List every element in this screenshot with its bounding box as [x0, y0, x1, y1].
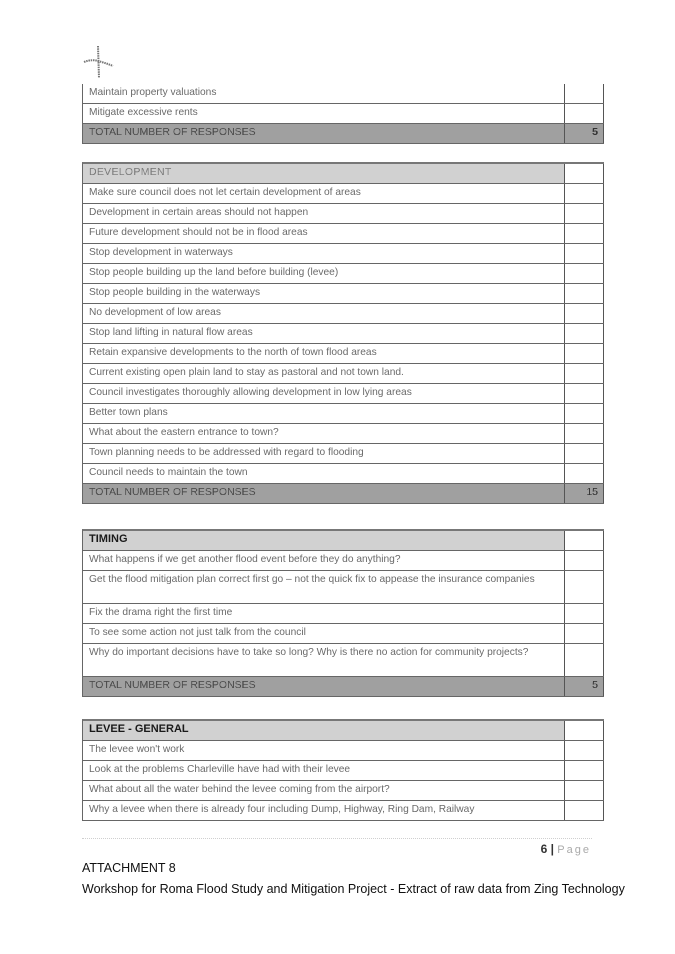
row-text: Get the flood mitigation plan correct first go – not the quick fix to appease the insurance companies — [83, 571, 565, 603]
levee-general-table — [82, 719, 604, 821]
table-row — [83, 344, 604, 364]
row-text: Make sure council does not let certain development of areas — [83, 184, 565, 203]
section-header — [83, 531, 604, 551]
row-text: Why do important decisions have to take so long? Why is there no action for community projects? — [83, 644, 565, 676]
section-header — [83, 164, 604, 184]
table-row — [83, 624, 604, 644]
total-value: 15 — [565, 484, 604, 503]
table-row — [83, 604, 604, 624]
row-text: The levee won't work — [83, 741, 565, 760]
row-text: Development in certain areas should not happen — [83, 204, 565, 223]
timing-table — [82, 529, 604, 697]
section-title: DEVELOPMENT — [83, 164, 565, 183]
row-text: To see some action not just talk from the council — [83, 624, 565, 643]
section-header — [83, 721, 604, 741]
continued-table — [82, 84, 604, 144]
row-text: What about all the water behind the levee coming from the airport? — [83, 781, 565, 800]
total-label: TOTAL NUMBER OF RESPONSES — [83, 484, 565, 503]
row-text: Council investigates thoroughly allowing development in low lying areas — [83, 384, 565, 403]
total-row — [83, 124, 604, 144]
table-row — [83, 801, 604, 821]
crosshair-mark-icon — [82, 44, 114, 80]
table-row — [83, 781, 604, 801]
development-table — [82, 162, 604, 504]
table-row — [83, 384, 604, 404]
table-row — [83, 104, 604, 124]
total-label: TOTAL NUMBER OF RESPONSES — [83, 124, 565, 143]
table-row — [83, 761, 604, 781]
row-text: What about the eastern entrance to town? — [83, 424, 565, 443]
row-text: Stop land lifting in natural flow areas — [83, 324, 565, 343]
total-row — [83, 677, 604, 697]
table-row — [83, 551, 604, 571]
table-row — [83, 571, 604, 604]
row-text: Mitigate excessive rents — [83, 104, 565, 123]
section-title: LEVEE - GENERAL — [83, 721, 565, 740]
table-row — [83, 224, 604, 244]
row-text: Council needs to maintain the town — [83, 464, 565, 483]
row-text: Current existing open plain land to stay as pastoral and not town land. — [83, 364, 565, 383]
table-row — [83, 741, 604, 761]
row-text: Future development should not be in flood areas — [83, 224, 565, 243]
table-row — [83, 364, 604, 384]
row-text: What happens if we get another flood event before they do anything? — [83, 551, 565, 570]
table-row — [83, 464, 604, 484]
total-value: 5 — [565, 124, 604, 143]
row-text: Stop people building up the land before building (levee) — [83, 264, 565, 283]
row-text: Maintain property valuations — [83, 84, 565, 103]
table-row — [83, 304, 604, 324]
table-row — [83, 84, 604, 104]
table-row — [83, 284, 604, 304]
row-text: Stop development in waterways — [83, 244, 565, 263]
total-row — [83, 484, 604, 504]
table-row — [83, 264, 604, 284]
row-text: Stop people building in the waterways — [83, 284, 565, 303]
page-word: Page — [557, 844, 591, 856]
table-row — [83, 324, 604, 344]
row-text: No development of low areas — [83, 304, 565, 323]
row-text: Why a levee when there is already four including Dump, Highway, Ring Dam, Railway — [83, 801, 565, 820]
row-text: Town planning needs to be addressed with regard to flooding — [83, 444, 565, 463]
table-row — [83, 404, 604, 424]
row-text: Look at the problems Charleville have had with their levee — [83, 761, 565, 780]
table-row — [83, 184, 604, 204]
total-value: 5 — [565, 677, 604, 696]
table-row — [83, 204, 604, 224]
total-label: TOTAL NUMBER OF RESPONSES — [83, 677, 565, 696]
table-row — [83, 444, 604, 464]
table-row — [83, 244, 604, 264]
page-number — [541, 842, 591, 856]
footer-divider — [82, 838, 592, 839]
section-title: TIMING — [83, 531, 565, 550]
row-text: Retain expansive developments to the north of town flood areas — [83, 344, 565, 363]
table-row — [83, 424, 604, 444]
attachment-label: ATTACHMENT 8 — [82, 861, 176, 875]
table-row — [83, 644, 604, 677]
row-text: Fix the drama right the first time — [83, 604, 565, 623]
page-separator: | — [550, 842, 554, 856]
row-text: Better town plans — [83, 404, 565, 423]
page-number-value: 6 — [540, 842, 548, 856]
document-description: Workshop for Roma Flood Study and Mitigation Project - Extract of raw data from Zing Technology — [82, 882, 625, 896]
